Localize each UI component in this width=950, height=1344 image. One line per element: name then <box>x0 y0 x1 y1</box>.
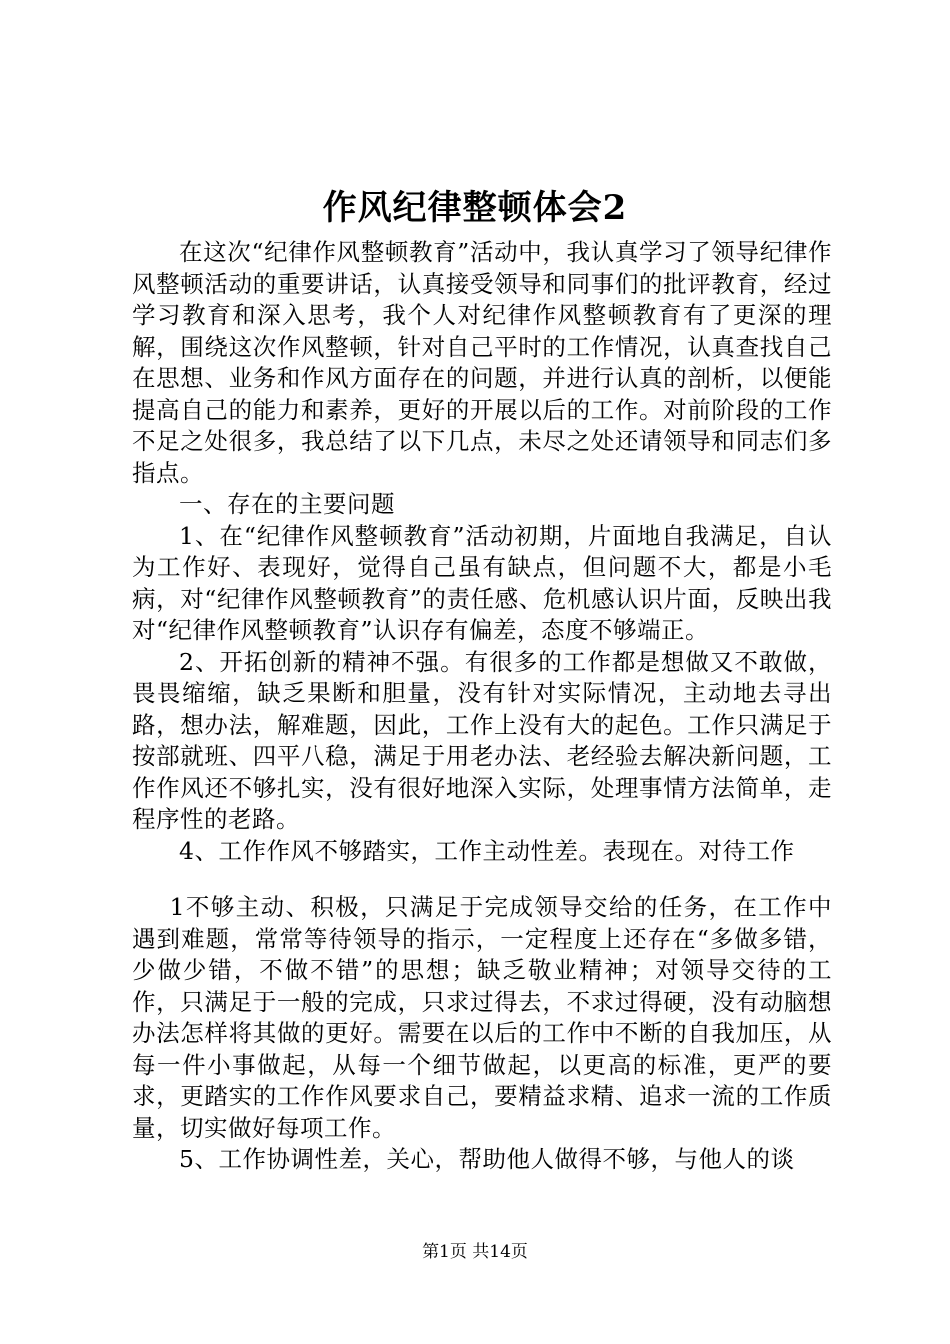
paragraph-issue-2: 2、开拓创新的精神不强。有很多的工作都是想做又不敢做，畏畏缩缩，缺乏果断和胆量，没有针对实际情况，主动地去寻出路，想办法，解难题，因此，工作上没有大的起色。工作只满足于按部就班、四平八稳，满足于用老办法、老经验去解决新问题，工作作风还不够扎实，没有很好地深入实际，处理事情方法简单，走程序性的老路。 <box>132 647 832 833</box>
body-block-2 <box>132 892 832 1176</box>
paragraph-issue-1: 1、在“纪律作风整顿教育”活动初期，片面地自我满足，自认为工作好、表现好，觉得自己虽有缺点，但问题不大，都是小毛病，对“纪律作风整顿教育”的责任感、危机感认识片面，反映出我对“纪律作风整顿教育”认识存有偏差，态度不够端正。 <box>132 521 832 644</box>
paragraph-issue-5: 5、工作协调性差，关心，帮助他人做得不够，与他人的谈 <box>179 1145 795 1173</box>
section-heading: 一、存在的主要问题 <box>179 490 395 518</box>
paragraph-intro: 在这次“纪律作风整顿教育”活动中，我认真学习了领导纪律作风整顿活动的重要讲话，认真接受领导和同事们的批评教育，经过学习教育和深入思考，我个人对纪律作风整顿教育有了更深的理解，围绕这次作风整顿，针对自己平时的工作情况，认真查找自己在思想、业务和作风方面存在的问题，并进行认真的剖析，以便能提高自己的能力和素养，更好的开展以后的工作。对前阶段的工作不足之处很多，我总结了以下几点，未尽之处还请领导和同志们多指点。 <box>132 238 832 487</box>
body-block-1 <box>132 237 832 867</box>
paragraph-issue-4: 4、工作作风不够踏实，工作主动性差。表现在。对待工作 <box>179 836 795 865</box>
page-footer: 第1页 共14页 <box>422 1242 528 1262</box>
document-title: 作风纪律整顿体会2 <box>322 188 628 228</box>
paragraph-issue-4-continued: 1不够主动、积极，只满足于完成领导交给的任务，在工作中遇到难题，常常等待领导的指示，一定程度上还存在“多做多错，少做少错，不做不错”的思想；缺乏敬业精神；对领导交待的工作，只满足于一般的完成，只求过得去，不求过得硬，没有动脑想办法怎样将其做的更好。需要在以后的工作中不断的自我加压，从每一件小事做起，从每一个细节做起，以更高的标准，更严的要求，更踏实的工作作风要求自己，要精益求精、追求一流的工作质量，切实做好每项工作。 <box>132 893 832 1142</box>
